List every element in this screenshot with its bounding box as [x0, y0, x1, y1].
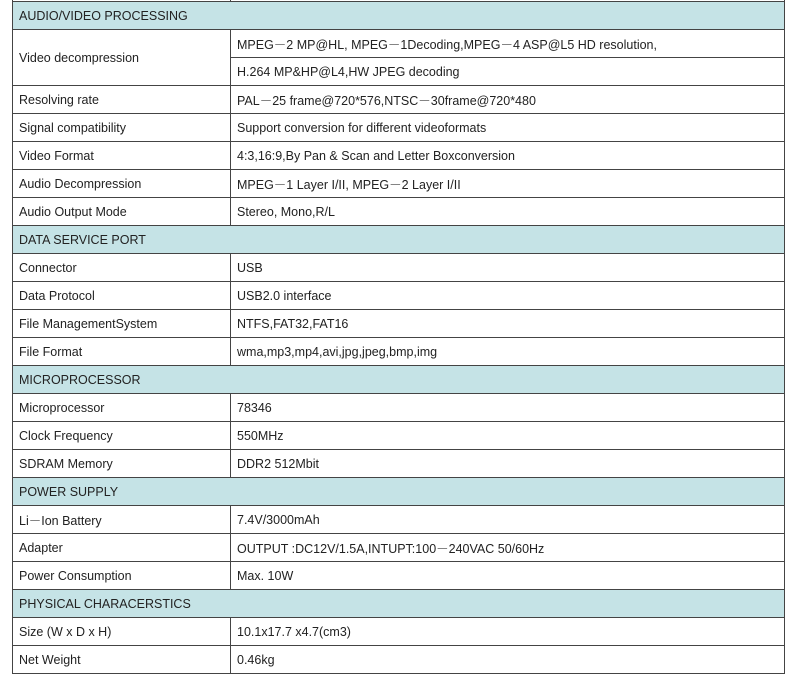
spec-row: [13, 394, 785, 422]
spec-value: USB2.0 interface: [231, 282, 785, 310]
section-header-row: [13, 590, 785, 618]
spec-label: Adapter: [13, 534, 231, 562]
spec-label: Video decompression: [13, 30, 231, 86]
section-title: AUDIO/VIDEO PROCESSING: [13, 2, 785, 30]
spec-value: Max. 10W: [231, 562, 785, 590]
spec-row: [13, 506, 785, 534]
section-title: MICROPROCESSOR: [13, 366, 785, 394]
spec-label: Video Format: [13, 142, 231, 170]
spec-row: [13, 30, 785, 58]
spec-value: USB: [231, 254, 785, 282]
spec-value: wma,mp3,mp4,avi,jpg,jpeg,bmp,img: [231, 338, 785, 366]
spec-row: [13, 114, 785, 142]
section-header-row: [13, 366, 785, 394]
spec-value: MPEG－2 MP@HL, MPEG－1Decoding,MPEG－4 ASP@L5 HD resolution,: [231, 30, 785, 58]
spec-value: OUTPUT :DC12V/1.5A,INTUPT:100－240VAC 50/60Hz: [231, 534, 785, 562]
spec-row: [13, 450, 785, 478]
spec-table: [12, 0, 785, 674]
spec-label: SDRAM Memory: [13, 450, 231, 478]
spec-row: [13, 646, 785, 674]
spec-value: MPEG－1 Layer I/II, MPEG－2 Layer I/II: [231, 170, 785, 198]
spec-row: [13, 86, 785, 114]
section-header-row: [13, 2, 785, 30]
spec-label: Data Protocol: [13, 282, 231, 310]
spec-label: Li－Ion Battery: [13, 506, 231, 534]
spec-row: [13, 142, 785, 170]
section-header-row: [13, 226, 785, 254]
section-title: DATA SERVICE PORT: [13, 226, 785, 254]
spec-row: [13, 534, 785, 562]
section-title: POWER SUPPLY: [13, 478, 785, 506]
spec-value: DDR2 512Mbit: [231, 450, 785, 478]
spec-value: Support conversion for different videoformats: [231, 114, 785, 142]
spec-row: [13, 170, 785, 198]
spec-value: NTFS,FAT32,FAT16: [231, 310, 785, 338]
spec-label: Resolving rate: [13, 86, 231, 114]
spec-row: [13, 618, 785, 646]
spec-label: Signal compatibility: [13, 114, 231, 142]
spec-label: Size (W x D x H): [13, 618, 231, 646]
spec-value: 0.46kg: [231, 646, 785, 674]
spec-label: Net Weight: [13, 646, 231, 674]
section-title: PHYSICAL CHARACERSTICS: [13, 590, 785, 618]
spec-row: [13, 562, 785, 590]
spec-label: Audio Output Mode: [13, 198, 231, 226]
spec-label: Clock Frequency: [13, 422, 231, 450]
spec-label: Connector: [13, 254, 231, 282]
spec-row: [13, 310, 785, 338]
spec-value: 550MHz: [231, 422, 785, 450]
section-header-row: [13, 478, 785, 506]
spec-value: 7.4V/3000mAh: [231, 506, 785, 534]
spec-row: [13, 282, 785, 310]
spec-value: 78346: [231, 394, 785, 422]
spec-label: Power Consumption: [13, 562, 231, 590]
spec-value: 4:3,16:9,By Pan & Scan and Letter Boxconversion: [231, 142, 785, 170]
spec-row: [13, 338, 785, 366]
spec-label: File Format: [13, 338, 231, 366]
spec-value: 10.1x17.7 x4.7(cm3): [231, 618, 785, 646]
spec-row: [13, 198, 785, 226]
spec-label: Audio Decompression: [13, 170, 231, 198]
spec-label: Microprocessor: [13, 394, 231, 422]
spec-table-body: [13, 0, 785, 674]
spec-value: PAL－25 frame@720*576,NTSC－30frame@720*480: [231, 86, 785, 114]
spec-value: H.264 MP&HP@L4,HW JPEG decoding: [231, 58, 785, 86]
spec-value: Stereo, Mono,R/L: [231, 198, 785, 226]
spec-label: File ManagementSystem: [13, 310, 231, 338]
spec-row: [13, 422, 785, 450]
spec-row: [13, 254, 785, 282]
